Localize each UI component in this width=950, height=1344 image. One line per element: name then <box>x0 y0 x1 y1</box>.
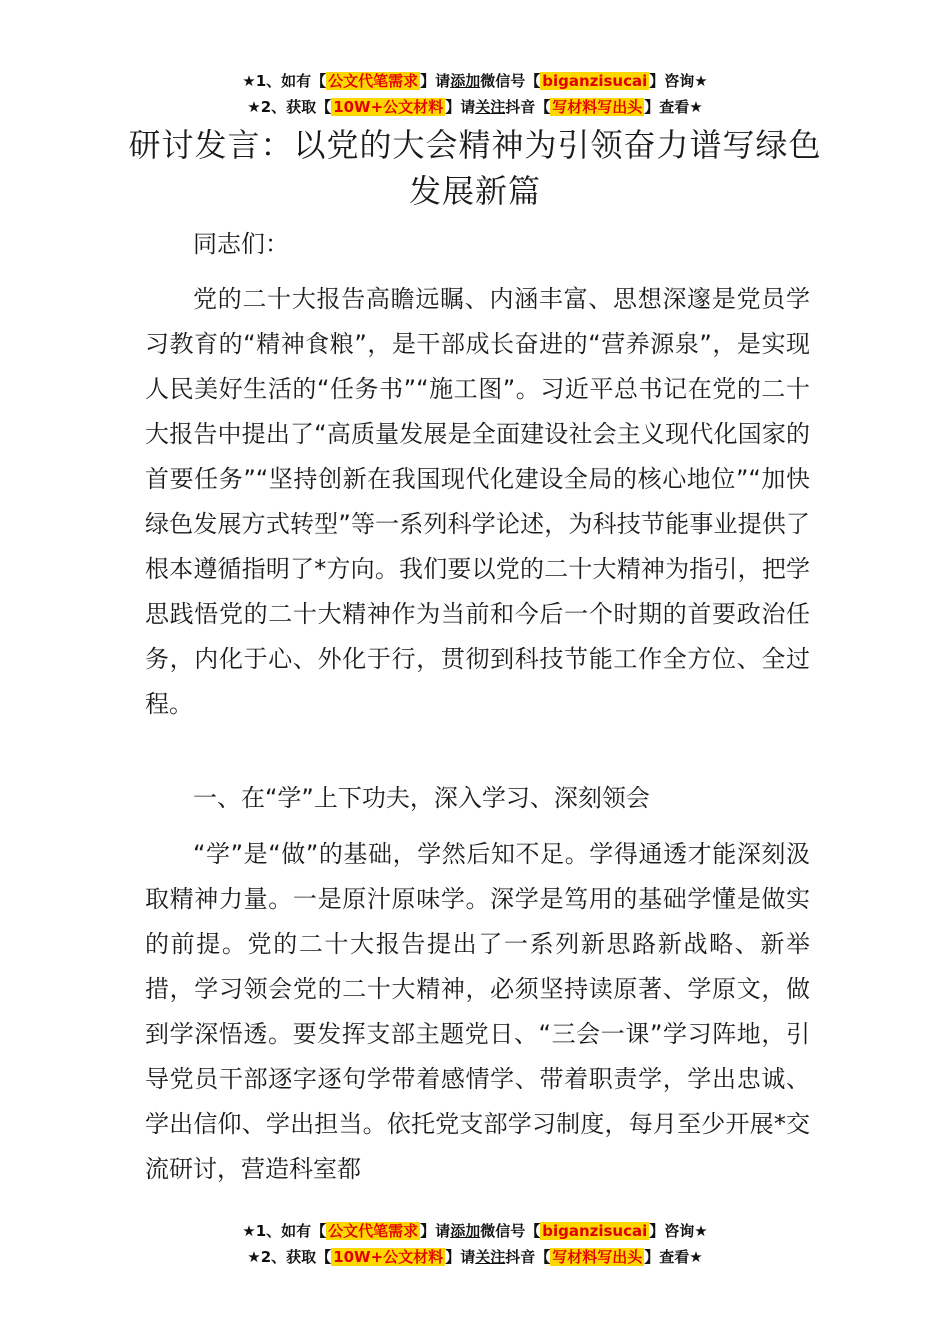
highlight-wechat-id: biganzisucai <box>542 1222 648 1240</box>
banner-text: 】请 <box>445 98 476 116</box>
banner-text: ★1、如有【 <box>242 1222 327 1240</box>
footer-banner <box>0 1218 950 1270</box>
document-title: 研讨发言：以党的大会精神为引领奋力谱写绿色发展新篇 <box>128 126 822 210</box>
banner-line-1 <box>0 1218 950 1244</box>
banner-text: 微信号【 <box>480 72 541 90</box>
banner-text: ★1、如有【 <box>242 72 327 90</box>
banner-text: 】请 <box>420 1222 451 1240</box>
highlight-materials: 10W+公文材料 <box>333 1248 444 1266</box>
section-heading-1: 一、在“学”上下功夫，深入学习、深刻领会 <box>193 784 650 812</box>
emph-add: 添加 <box>450 72 481 90</box>
emph-follow: 关注 <box>475 1248 506 1266</box>
banner-text: 】咨询★ <box>649 72 708 90</box>
body-paragraph-1: 党的二十大报告高瞻远瞩、内涵丰富、思想深邃是党员学习教育的“精神食粮”，是干部成长奋进的“营养源泉”，是实现人民美好生活的“任务书”“施工图”。习近平总书记在党的二十大报告中提出了“高质量发展是全面建设社会主义现代化国家的首要任务”“坚持创新在我国现代化建设全局的核心地位”“加快绿色发展方式转型”等一系列科学论述，为科技节能事业提供了根本遵循指明了*方向。我们要以党的二十大精神为指引，把学思践悟党的二十大精神作为当前和今后一个时期的首要政治任务，内化于心、外化于行，贯彻到科技节能工作全方位、全过程。 <box>145 285 810 718</box>
banner-line-2 <box>0 1244 950 1270</box>
banner-text: 】查看★ <box>644 1248 703 1266</box>
body-paragraph-2: “学”是“做”的基础，学然后知不足。学得通透才能深刻汲取精神力量。一是原汁原味学。深学是笃用的基础学懂是做实的前提。党的二十大报告提出了一系列新思路新战略、新举措，学习领会党的二十大精神，必须坚持读原著、学原文，做到学深悟透。要发挥支部主题党日、“三会一课”学习阵地，引导党员干部逐字逐句学带着感情学、带着职责学，学出忠诚、学出信仰、学出担当。依托党支部学习制度，每月至少开展*交流研讨，营造科室都 <box>145 840 810 1183</box>
highlight-service: 公文代笔需求 <box>328 72 419 90</box>
highlight-wechat-id: biganzisucai <box>542 72 648 90</box>
banner-line-1 <box>0 68 950 94</box>
header-banner <box>0 68 950 120</box>
emph-follow: 关注 <box>475 98 506 116</box>
banner-text: 】请 <box>420 72 451 90</box>
banner-text: 抖音【 <box>505 1248 551 1266</box>
highlight-douyin-id: 写材料写出头 <box>552 98 643 116</box>
highlight-service: 公文代笔需求 <box>328 1222 419 1240</box>
highlight-materials: 10W+公文材料 <box>333 98 444 116</box>
banner-text: 】查看★ <box>644 98 703 116</box>
banner-line-2 <box>0 94 950 120</box>
banner-text: 抖音【 <box>505 98 551 116</box>
banner-text: 微信号【 <box>480 1222 541 1240</box>
banner-text: 】咨询★ <box>649 1222 708 1240</box>
banner-text: 】请 <box>445 1248 476 1266</box>
highlight-douyin-id: 写材料写出头 <box>552 1248 643 1266</box>
banner-text: ★2、获取【 <box>247 1248 332 1266</box>
emph-add: 添加 <box>450 1222 481 1240</box>
banner-text: ★2、获取【 <box>247 98 332 116</box>
greeting: 同志们： <box>193 230 289 258</box>
